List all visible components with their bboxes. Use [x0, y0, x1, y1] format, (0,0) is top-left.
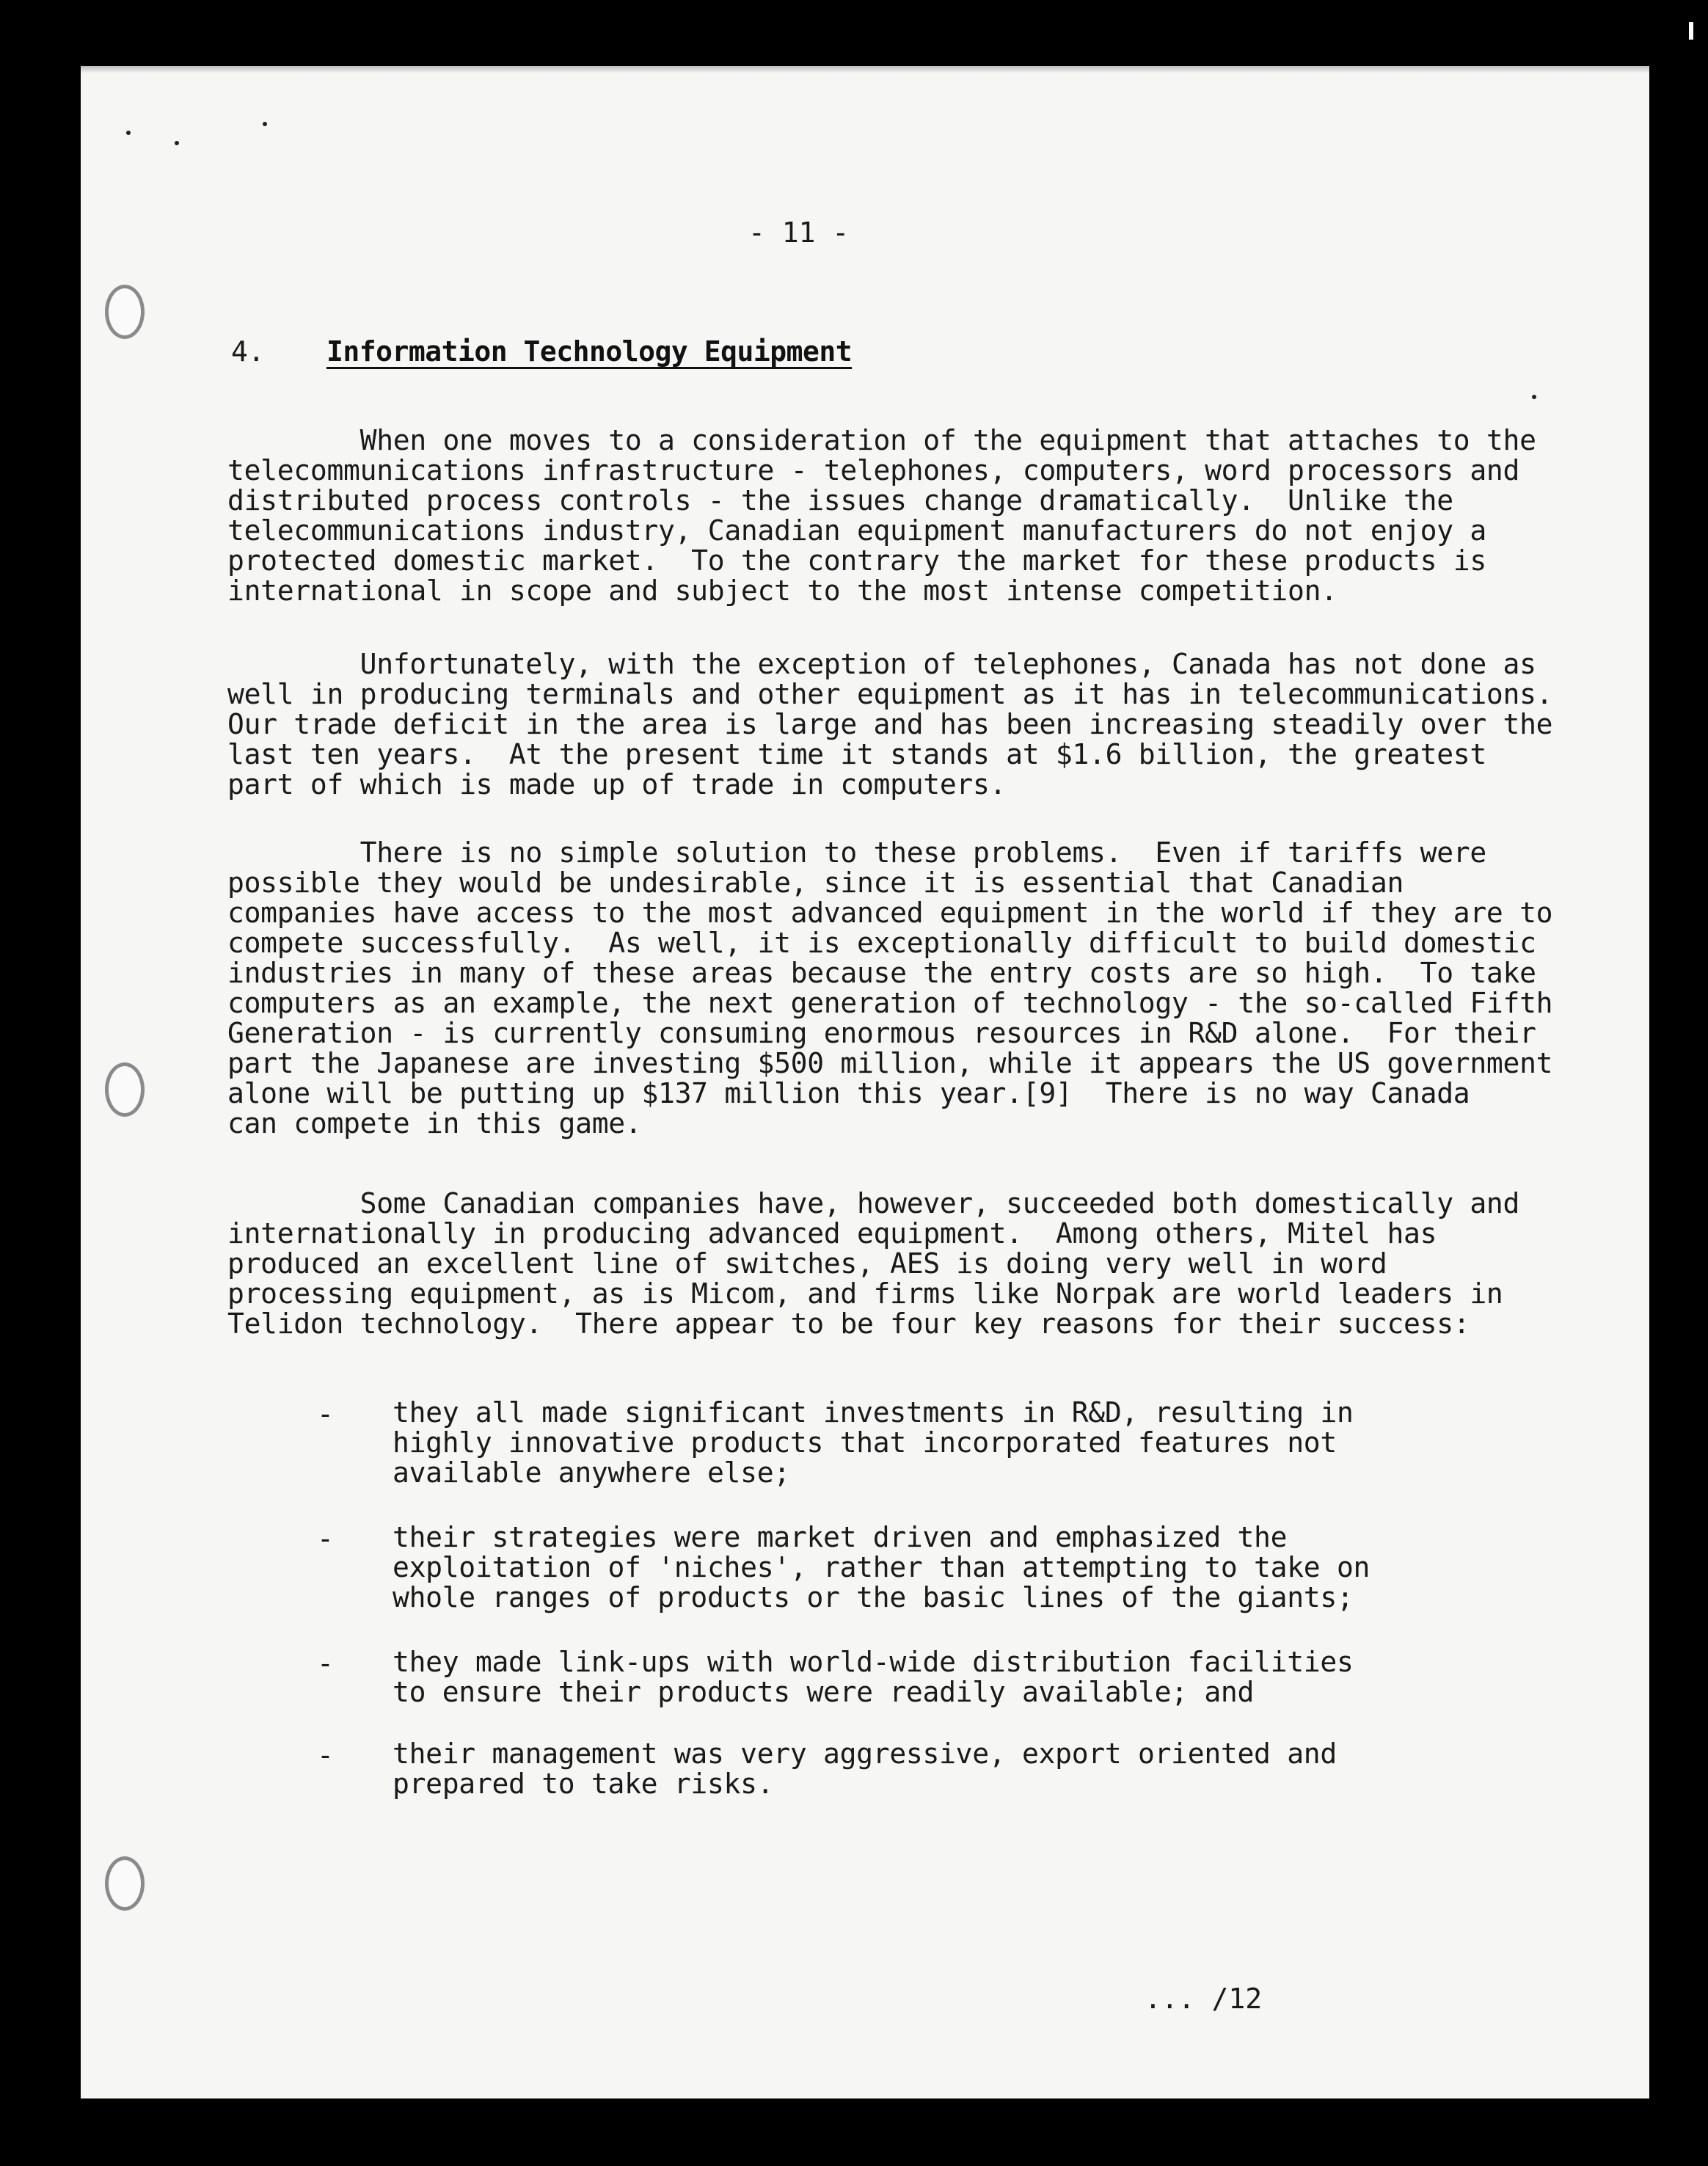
bullet-item: their management was very aggressive, export oriented and prepared to take risks. [393, 1737, 1337, 1800]
bullet-marker: - [317, 1739, 334, 1771]
page-number: - 11 - [748, 216, 850, 249]
continuation-marker: ... /12 [1145, 1983, 1263, 2015]
bullet-marker: - [317, 1523, 334, 1555]
bullet-marker: - [317, 1398, 334, 1430]
paragraph: There is no simple solution to these problems. Even if tariffs were possible they would be undesirable, since it is essential that Canadian companies have access to the most advanced equipment in the world if they are to compete successfully. As well, it is exceptionally difficult to build domestic industries in many of these areas because the entry costs are so high. To take computers as an example, the next generation of technology - the so-called Fifth Generation - is currently consuming enormous resources in R&D alone. For their part the Japanese are investing $500 million, while it appears the US government alone will be putting up $137 million this year.[9] There is no way Canada can compete in this game. [227, 836, 1553, 1139]
scan-speck [263, 122, 267, 126]
paragraph: When one moves to a consideration of the equipment that attaches to the telecommunications infrastructure - telephones, computers, word processors and distributed process controls - the issues change dramatically. Unlike the telecommunications industry, Canadian equipment manufacturers do not enjoy a protected domestic market. To the contrary the market for these products is international in scope and subject to the most intense competition. [227, 424, 1536, 607]
bullet-item: they all made significant investments in R&D, resulting in highly innovative products that incorporated features not available anywhere else; [393, 1396, 1354, 1489]
scan-speck [126, 131, 131, 135]
punch-hole-top [105, 285, 145, 339]
scan-speck [175, 141, 179, 145]
bullet-marker: - [317, 1647, 334, 1680]
punch-hole-bottom [105, 1856, 145, 1911]
document-page [81, 66, 1649, 2098]
section-title: Information Technology Equipment [326, 335, 853, 368]
scan-speck [1532, 395, 1536, 399]
scan-edge-mark [1689, 22, 1693, 40]
paragraph: Some Canadian companies have, however, succeeded both domestically and internationally in producing advanced equipment. Among others, Mitel has produced an excellent line of switches, AES is doing very well in word processing equipment, as is Micom, and firms like Norpak are world leaders in Telidon technology. There appear to be four key reasons for their success: [227, 1187, 1520, 1340]
page-edge-shadow [81, 66, 1649, 73]
section-number: 4. [231, 335, 265, 368]
bullet-item: they made link-ups with world-wide distribution facilities to ensure their products were readily available; and [393, 1646, 1354, 1708]
bullet-item: their strategies were market driven and emphasized the exploitation of 'niches', rather than attempting to take on whole ranges of products or the basic lines of the giants; [393, 1521, 1371, 1613]
punch-hole-middle [105, 1062, 145, 1117]
paragraph: Unfortunately, with the exception of telephones, Canada has not done as well in producing terminals and other equipment as it has in telecommunications. Our trade deficit in the area is large and has been increasing steadily over the last ten years. At the present time it stands at $1.6 billion, the greatest part of which is made up of trade in computers. [227, 648, 1553, 801]
